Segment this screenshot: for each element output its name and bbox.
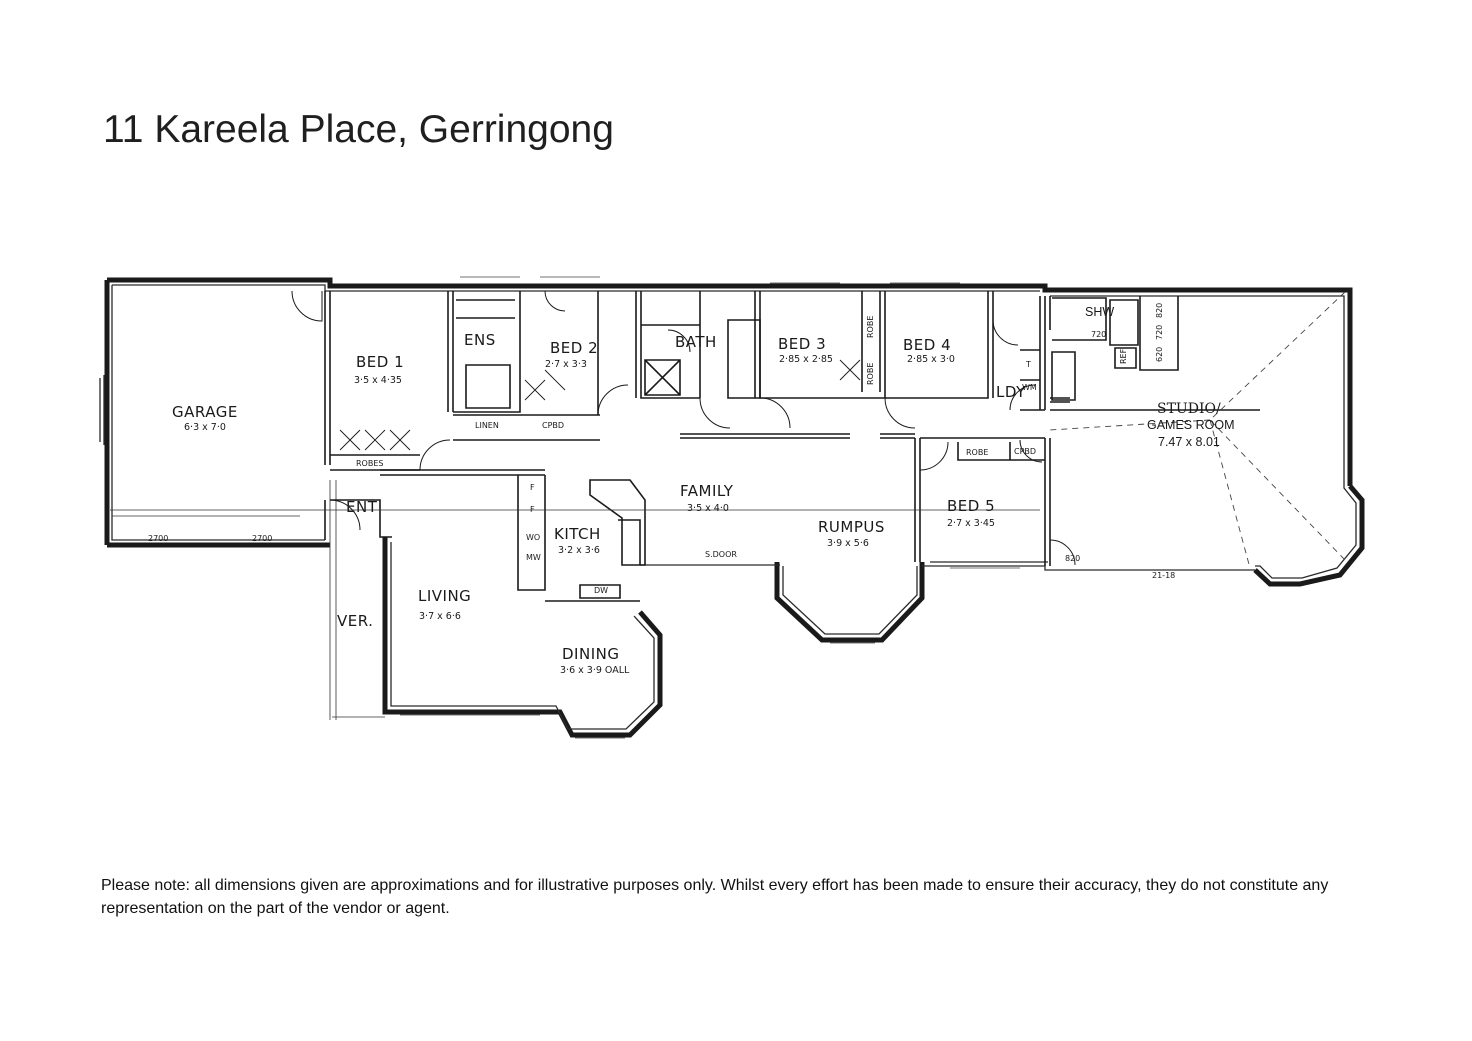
- robe-bed4-label: ROBE: [866, 315, 875, 338]
- dining-label: DINING: [562, 645, 620, 663]
- ensuite-label: ENS: [464, 331, 496, 349]
- kitchen-dims: 3·2 x 3·6: [558, 545, 600, 556]
- family-label: FAMILY: [680, 482, 734, 500]
- bed4-dims: 2·85 x 3·0: [907, 354, 955, 365]
- dimension-notes: [148, 303, 1175, 580]
- studio-label: STUDIO/: [1157, 401, 1221, 417]
- rumpus-label: RUMPUS: [818, 518, 885, 536]
- cupboard-bed5-label: CPBD: [1014, 447, 1037, 456]
- bath-label: BATH: [675, 333, 717, 351]
- dim-note-6: 820: [1155, 302, 1164, 318]
- kitchen-label: KITCH: [554, 525, 601, 543]
- bed1-label: BED 1: [356, 353, 405, 371]
- wall-oven-label: WO: [526, 533, 541, 542]
- verandah-label: VER.: [337, 612, 374, 630]
- garage-dims: 6·3 x 7·0: [184, 422, 226, 433]
- dim-note-8: 620: [1155, 346, 1164, 362]
- fridge-kitchen-label-2: F: [530, 505, 535, 514]
- robes-label: ROBES: [356, 459, 384, 468]
- fixture-labels: [337, 305, 1128, 630]
- entry-label: ENT: [346, 498, 378, 516]
- bed3-label: BED 3: [778, 335, 827, 353]
- bed2-dims: 2·7 x 3·3: [545, 359, 587, 370]
- bed5-dims: 2·7 x 3·45: [947, 518, 995, 529]
- dim-note-7: 720: [1155, 324, 1164, 340]
- fridge-kitchen-label-1: F: [530, 483, 535, 492]
- dim-note-5: 21-18: [1152, 571, 1176, 580]
- living-dims: 3·7 x 6·6: [419, 611, 461, 622]
- bed5-label: BED 5: [947, 497, 996, 515]
- bed3-dims: 2·85 x 2·85: [779, 354, 833, 365]
- sliding-door-label: S.DOOR: [705, 550, 737, 559]
- robe-bed3-label: ROBE: [866, 362, 875, 385]
- garage-label: GARAGE: [172, 403, 238, 421]
- family-dims: 3·5 x 4·0: [687, 503, 729, 514]
- laundry-label: LDY: [996, 383, 1026, 401]
- reference-lines: [110, 480, 1040, 720]
- dim-note-2: 2700: [252, 534, 273, 543]
- disclaimer: Please note: all dimensions given are approximations and for illustrative purposes only. Whilst every effort has been made to ensure their accuracy, they do not constitute any representation on the part of the vendor or agent.: [101, 877, 1329, 917]
- fridge-label: REF: [1119, 348, 1128, 364]
- bed2-label: BED 2: [550, 339, 599, 357]
- page-title: 11 Kareela Place, Gerringong: [103, 108, 614, 151]
- living-label: LIVING: [418, 587, 472, 605]
- microwave-label: MW: [526, 553, 541, 562]
- bed1-dims: 3·5 x 4·35: [354, 375, 402, 386]
- dim-note-4: 820: [1065, 554, 1081, 563]
- dim-note-1: 2700: [148, 534, 169, 543]
- dining-dims: 3·6 x 3·9 OALL: [560, 665, 630, 676]
- studio-label-2: GAMES ROOM: [1147, 418, 1235, 432]
- rumpus-dims: 3·9 x 5·6: [827, 538, 869, 549]
- bed4-label: BED 4: [903, 336, 952, 354]
- cupboard-label: CPBD: [542, 421, 565, 430]
- linen-label: LINEN: [475, 421, 499, 430]
- dim-note-3: 720: [1091, 330, 1107, 339]
- robe-bed5-label: ROBE: [966, 448, 989, 457]
- toilet-label: T: [1026, 360, 1031, 369]
- dishwasher-label: DW: [594, 586, 609, 595]
- washing-machine-label: WM: [1022, 383, 1037, 392]
- studio-dims: 7.47 x 8.01: [1158, 435, 1220, 449]
- shower-label: SHW: [1085, 305, 1115, 319]
- external-walls: [107, 280, 1362, 735]
